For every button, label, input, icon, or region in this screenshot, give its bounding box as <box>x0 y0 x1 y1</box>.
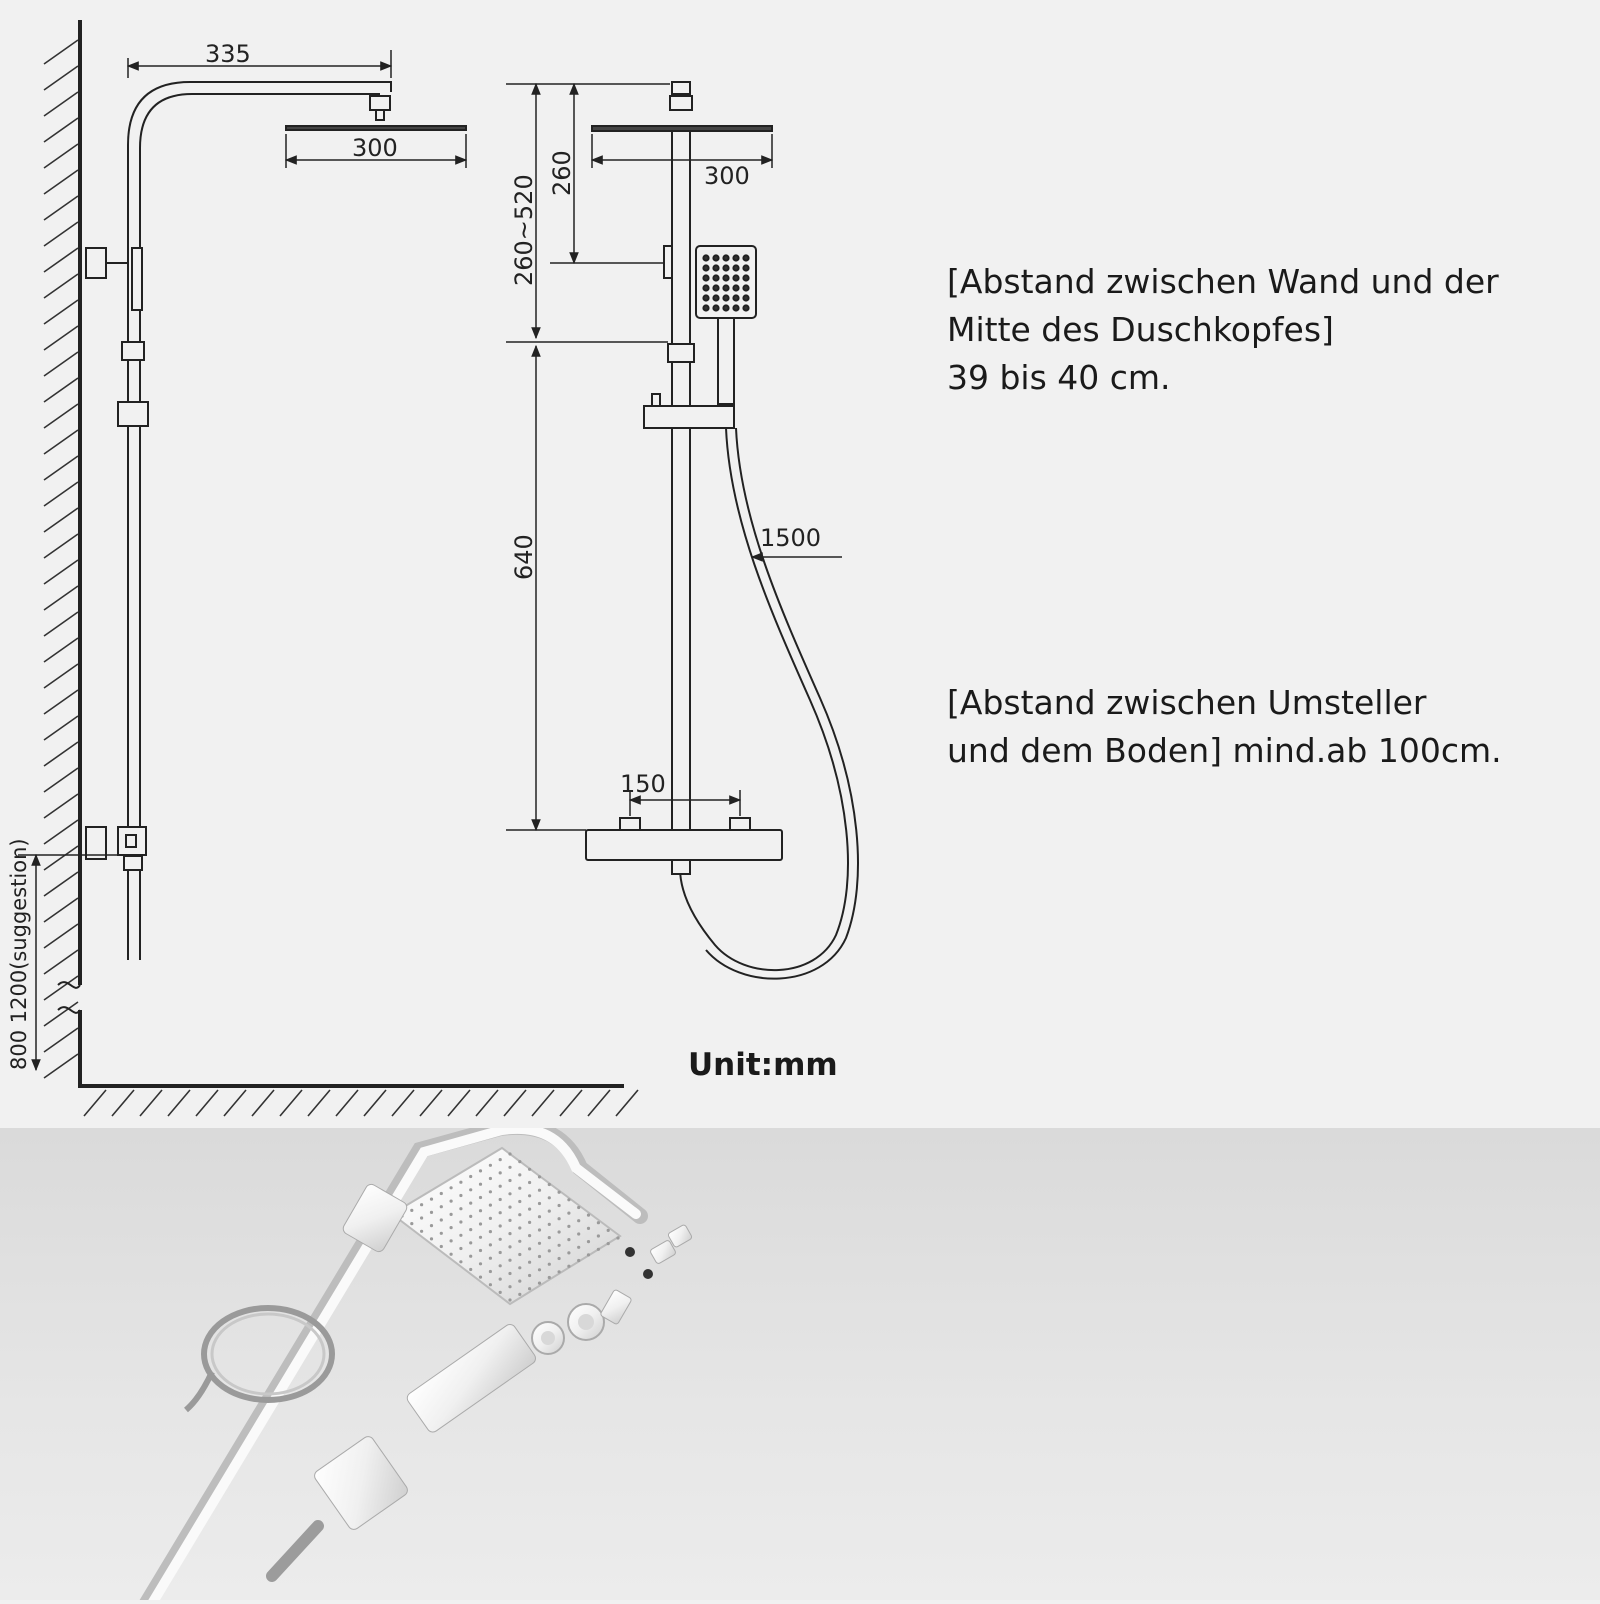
front-slider-top <box>668 344 694 362</box>
dim-arm-length: 335 <box>205 40 251 68</box>
front-hand-shower-handle <box>718 318 734 404</box>
dim-head-width-side: 300 <box>352 134 398 162</box>
front-hose-inner <box>706 428 858 979</box>
note-head-distance-line-2: Mitte des Duschkopfes] <box>947 310 1334 349</box>
front-mixer-left-inlet <box>620 818 640 830</box>
front-rain-head <box>592 126 772 131</box>
product-photo <box>0 1128 1600 1600</box>
dim-head-width-front: 300 <box>704 162 750 190</box>
side-riser-pipe-inner <box>140 94 380 960</box>
side-upper-bracket <box>86 248 106 278</box>
wall-hatching <box>44 40 78 1078</box>
wall-break <box>58 982 80 1013</box>
front-slider-bracket <box>644 406 734 428</box>
note-mixer-distance-line-2: und dem Boden] mind.ab 100cm. <box>947 731 1502 770</box>
note-head-distance-line-1: [Abstand zwischen Wand und der <box>947 262 1499 301</box>
side-riser-pipe <box>128 82 391 960</box>
dim-mount-height: 800 1200(suggestion) <box>7 838 31 1070</box>
product-parts-illustration <box>0 1128 1600 1600</box>
side-hand-shower <box>132 248 142 310</box>
front-holder-bracket <box>664 246 672 278</box>
note-head-distance <box>947 258 1499 402</box>
dim-inlet-spacing: 150 <box>620 770 666 798</box>
side-mixer-outlet <box>124 856 142 870</box>
side-dimension-lines <box>18 50 466 1070</box>
front-mixer-body <box>586 830 782 860</box>
side-mixer-knob <box>126 835 136 847</box>
unit-label: Unit:mm <box>688 1047 838 1083</box>
note-head-distance-line-3: 39 bis 40 cm. <box>947 358 1171 397</box>
floor-hatching <box>84 1090 638 1116</box>
dim-hose-length: 1500 <box>760 524 822 552</box>
dim-hand-holder-height: 260 <box>548 150 576 196</box>
side-lower-bracket <box>86 827 106 859</box>
thermostat-mixer-part <box>405 1322 538 1434</box>
side-rain-head <box>286 126 466 130</box>
hand-shower-part <box>312 1434 409 1531</box>
dim-adjust-range: 260~520 <box>510 174 538 286</box>
side-head-stem <box>376 110 384 120</box>
front-head-connector <box>670 96 692 110</box>
side-view <box>86 82 466 960</box>
side-slider <box>118 402 148 426</box>
side-head-connector <box>370 96 390 110</box>
front-hose <box>680 428 848 970</box>
dim-bar-height: 640 <box>510 534 538 580</box>
front-mixer-right-inlet <box>730 818 750 830</box>
front-slider-pin <box>652 394 660 406</box>
note-mixer-distance <box>947 679 1502 775</box>
hand-shower-handle-part <box>272 1526 318 1576</box>
front-mixer-outlet <box>672 860 690 874</box>
side-slider-top <box>122 342 144 360</box>
front-head-top <box>672 82 690 94</box>
note-mixer-distance-line-1: [Abstand zwischen Umsteller <box>947 683 1427 722</box>
